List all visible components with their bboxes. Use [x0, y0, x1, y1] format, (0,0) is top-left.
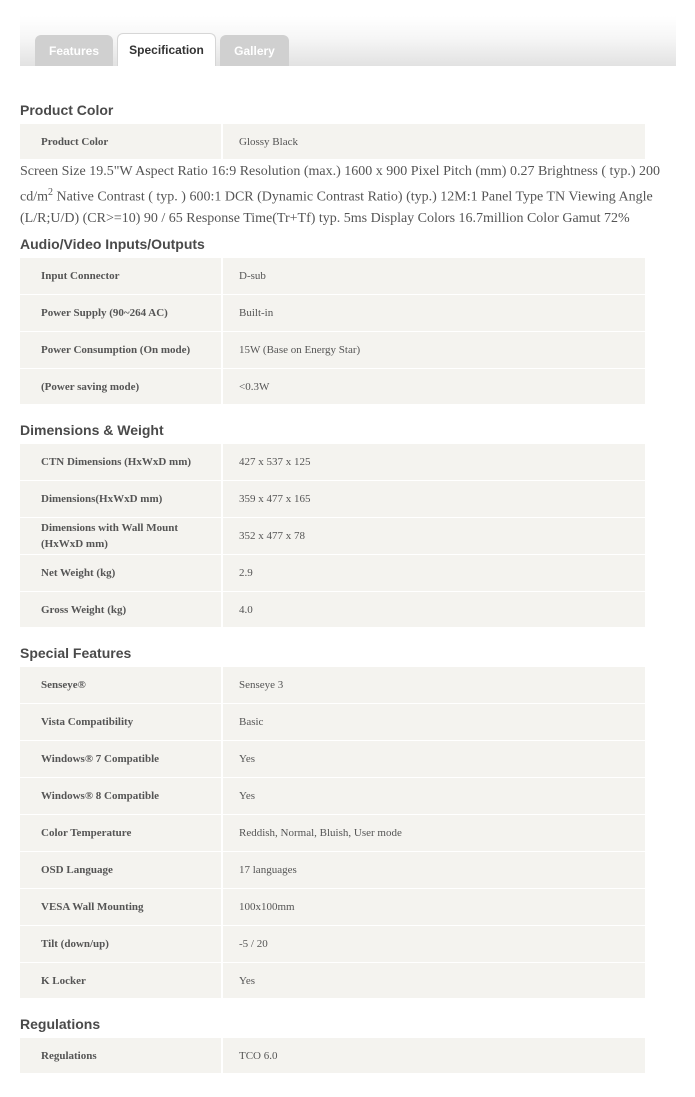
spec-label: Regulations — [41, 1049, 97, 1062]
spec-label: Tilt (down/up) — [41, 938, 109, 950]
table-row — [20, 926, 645, 963]
section-title-dimensions: Dimensions & Weight — [20, 422, 164, 438]
spec-value: 15W (Base on Energy Star) — [239, 344, 361, 356]
spec-label: Vista Compatibility — [41, 716, 134, 728]
spec-value: Yes — [239, 753, 256, 765]
spec-value: 359 x 477 x 165 — [239, 493, 311, 505]
table-row — [20, 518, 645, 555]
table-row — [20, 1038, 645, 1074]
spec-table-regulations — [20, 1038, 645, 1074]
spec-label: Color Temperature — [41, 827, 132, 839]
tab-features[interactable]: Features — [35, 35, 113, 66]
spec-value: 2.9 — [239, 567, 253, 579]
tab-gallery[interactable]: Gallery — [220, 35, 289, 66]
spec-value: Senseye 3 — [239, 679, 284, 691]
table-row — [20, 295, 645, 332]
superscript: 2 — [48, 187, 53, 198]
spec-value: D-sub — [239, 270, 266, 282]
spec-table-dimensions — [20, 444, 645, 628]
table-row — [20, 704, 645, 741]
spec-label: CTN Dimensions (HxWxD mm) — [41, 456, 192, 468]
table-row — [20, 444, 645, 481]
table-row — [20, 815, 645, 852]
spec-value: Glossy Black — [239, 135, 298, 148]
spec-label: Windows® 8 Compatible — [41, 790, 160, 802]
spec-value: Yes — [239, 790, 256, 802]
spec-label: Net Weight (kg) — [41, 567, 116, 579]
table-row — [20, 963, 645, 999]
table-row — [20, 481, 645, 518]
screen-spec-text-part2: Native Contrast ( typ. ) 600:1 DCR (Dynamic Contrast Ratio) (typ.) 12M:1 Panel Type TN Viewing Angle (L/R;U/D) (CR>=10) 90 / 65 Response Time(Tr+Tf) typ. 5ms Display Colors 16.7million Color Gamut 72% — [20, 189, 653, 226]
table-row — [20, 258, 645, 295]
table-row — [20, 555, 645, 592]
section-title-audio-video: Audio/Video Inputs/Outputs — [20, 236, 205, 252]
spec-value: Yes — [239, 974, 256, 987]
spec-label: Senseye® — [41, 679, 86, 691]
table-row — [20, 778, 645, 815]
spec-value: TCO 6.0 — [239, 1049, 278, 1062]
spec-value: Reddish, Normal, Bluish, User mode — [239, 827, 402, 839]
spec-value: 427 x 537 x 125 — [239, 456, 311, 468]
spec-label: Input Connector — [41, 270, 120, 282]
spec-label: OSD Language — [41, 864, 113, 876]
spec-value: 4.0 — [239, 603, 253, 616]
spec-table-special-features — [20, 667, 645, 999]
spec-label: VESA Wall Mounting — [41, 901, 144, 913]
tab-specification[interactable]: Specification — [117, 33, 216, 66]
spec-label: Product Color — [41, 135, 109, 148]
spec-label: Dimensions(HxWxD mm) — [41, 493, 163, 505]
spec-label: Dimensions with Wall Mount (HxWxD mm) — [41, 522, 179, 550]
spec-value: <0.3W — [239, 380, 270, 393]
screen-spec-text — [20, 161, 675, 229]
spec-label: Windows® 7 Compatible — [41, 753, 160, 765]
spec-value: 100x100mm — [239, 901, 295, 913]
section-title-special-features: Special Features — [20, 645, 132, 661]
spec-label: K Locker — [41, 974, 86, 987]
table-row — [20, 332, 645, 369]
table-row — [20, 852, 645, 889]
section-title-product-color: Product Color — [20, 102, 114, 118]
table-row — [20, 667, 645, 704]
spec-label: Gross Weight (kg) — [41, 603, 127, 616]
table-row — [20, 369, 645, 405]
spec-table-audio-video — [20, 258, 645, 405]
screen-spec-text-part1: Screen Size 19.5"W Aspect Ratio 16:9 Resolution (max.) 1600 x 900 Pixel Pitch (mm) 0.27 Brightness ( typ.) 200 cd/m — [20, 164, 661, 205]
spec-value: Basic — [239, 716, 264, 728]
section-title-regulations: Regulations — [20, 1016, 101, 1032]
spec-value: -5 / 20 — [239, 938, 268, 950]
tab-bar — [20, 16, 676, 66]
table-row — [20, 592, 645, 628]
table-row — [20, 741, 645, 778]
table-row — [20, 889, 645, 926]
spec-label: Power Consumption (On mode) — [41, 344, 191, 356]
spec-value: 17 languages — [239, 864, 297, 876]
table-row — [20, 124, 645, 160]
spec-label: (Power saving mode) — [41, 380, 140, 393]
spec-table-product-color — [20, 124, 645, 160]
spec-label: Power Supply (90~264 AC) — [41, 307, 168, 319]
spec-value: 352 x 477 x 78 — [239, 530, 305, 542]
spec-value: Built-in — [239, 307, 274, 319]
